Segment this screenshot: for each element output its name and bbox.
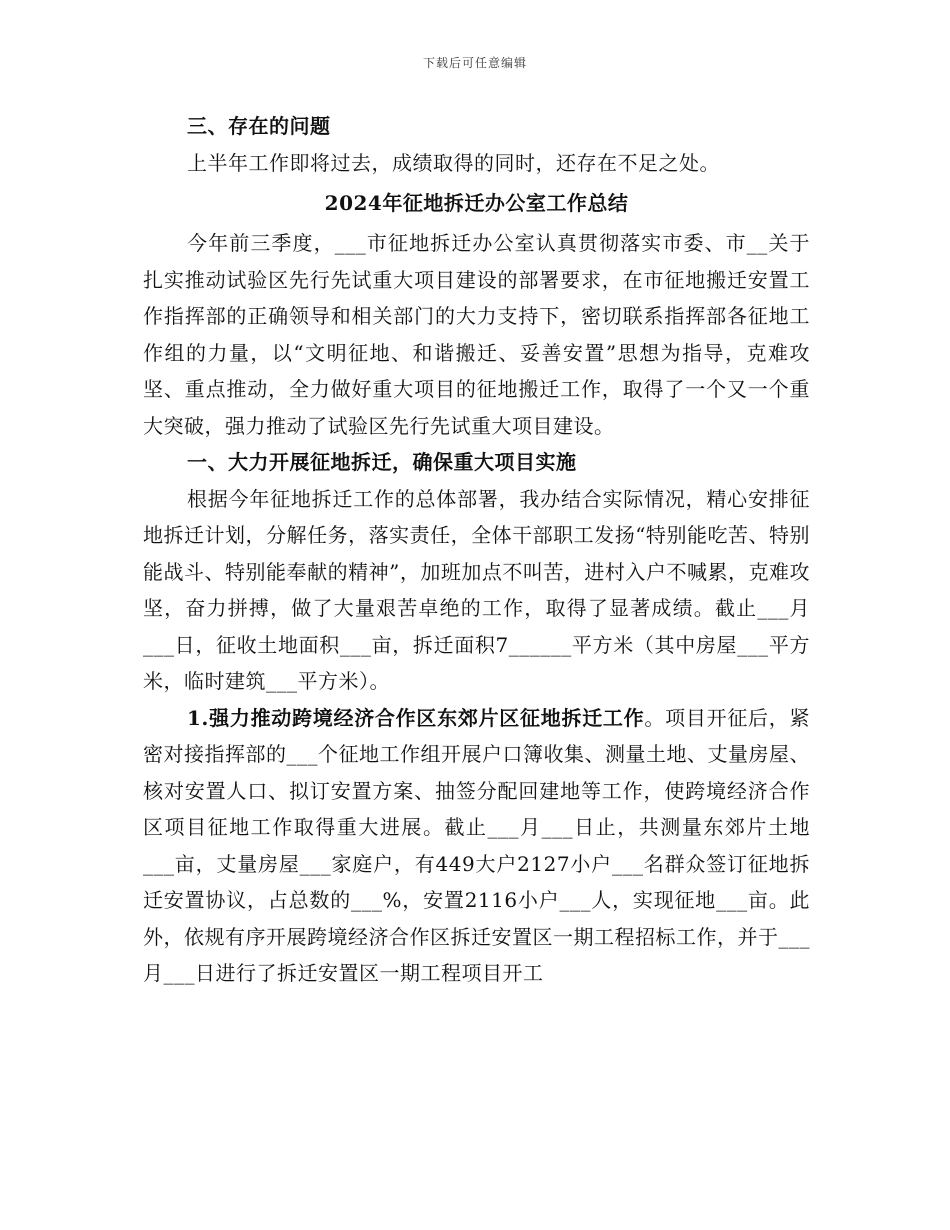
section1-text: 根据今年征地拆迁工作的总体部署，我办结合实际情况，精心安排征地拆迁计划，分解任务，落实责任，全体干部职工发扬“特别能吃苦、特别能战斗、特别能奉献的精神”，加班加点不叫苦，进村入户不喊累，克难攻坚，奋力拼搏，做了大量艰苦卓绝的工作，取得了显著成绩。截止___月___日，征收土地面积___亩，拆迁面积7______平方米（其中房屋___平方米，临时建筑___平方米）。	[143, 486, 810, 693]
intro-paragraph: 今年前三季度，___市征地拆迁办公室认真贯彻落实市委、市__关于扎实推动试验区先行先试重大项目建设的部署要求，在市征地搬迁安置工作指挥部的正确领导和相关部门的大力支持下，密切联系指挥部各征地工作组的力量，以“文明征地、和谐搬迁、妥善安置”思想为指导，克难攻坚、重点推动，全力做好重大项目的征地搬迁工作，取得了一个又一个重大突破，强力推动了试验区先行先试重大项目建设。	[143, 231, 810, 438]
section3-text: 上半年工作即将过去，成绩取得的同时，还存在不足之处。	[187, 150, 720, 175]
item1-text: 。项目开征后，紧密对接指挥部的___个征地工作组开展户口簿收集、测量土地、丈量房屋、核对安置人口、拟订安置方案、抽签分配回建地等工作，使跨境经济合作区项目征地工作取得重大进展。截止___月___日止，共测量东郊片土地___亩，丈量房屋___家庭户，有449大户2127小户___名群众签订征地拆迁安置协议，占总数的___%，安置2116小户___人，实现征地___亩。此外，依规有序开展跨境经济合作区拆迁安置区一期工程招标工作，并于___月___日进行了拆迁安置区一期工程项目开工	[143, 705, 811, 985]
section3-heading: 三、存在的问题	[187, 114, 331, 138]
header-note: 下载后可任意编辑	[422, 56, 527, 70]
item1-lead: 1.强力推动跨境经济合作区东郊片区征地拆迁工作	[187, 705, 645, 730]
item1-paragraph	[143, 700, 810, 992]
document-page	[143, 108, 810, 992]
document-title: 2024年征地拆迁办公室工作总结	[324, 191, 629, 215]
section1-heading: 一、大力开展征地拆迁，确保重大项目实施	[187, 450, 577, 474]
